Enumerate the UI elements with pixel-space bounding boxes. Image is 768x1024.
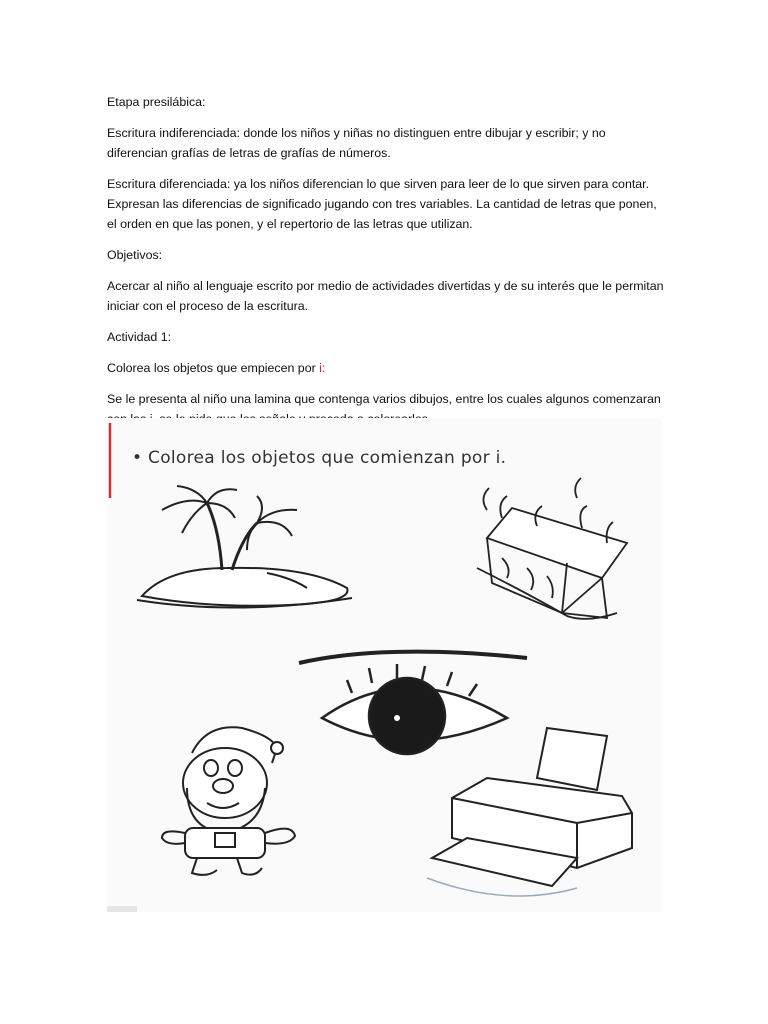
heading-etapa: Etapa presilábica:	[107, 95, 206, 109]
paragraph-indiferenciada: Escritura indiferenciada: donde los niños y niñas no distinguen entre dibujar y escribir; y no diferencian grafías de letras de grafías de números.	[107, 126, 606, 160]
document-text	[107, 92, 667, 440]
burning-house-illustration	[477, 478, 627, 619]
paragraph-objetivos: Acercar al niño al lenguaje escrito por medio de actividades divertidas y de su interés que le permitan iniciar con el proceso de la escritura.	[107, 279, 664, 313]
worksheet-title: • Colorea los objetos que comienzan por i.	[132, 448, 507, 468]
worksheet-image	[107, 418, 662, 912]
scan-edge	[107, 906, 137, 912]
instruction-prefix: Colorea los objetos que empiecen por	[107, 361, 320, 375]
instruction-letter: i:	[319, 361, 326, 375]
printer-illustration	[427, 728, 632, 896]
island-illustration	[137, 486, 352, 608]
gnome-illustration	[162, 727, 295, 875]
worksheet-drawing	[107, 418, 662, 912]
instruction-line	[107, 358, 667, 378]
heading-objetivos: Objetivos:	[107, 248, 163, 262]
paragraph-activity-description: Se le presenta al niño una lamina que contenga varios dibujos, entre los cuales algunos comenzaran	[107, 392, 661, 406]
eye-illustration	[299, 652, 527, 754]
paragraph-diferenciada: Escritura diferenciada: ya los niños diferencian lo que sirven para leer de lo que sirven para contar. Expresan las diferencias de significado jugando con tres variables. La cantidad de letras que ponen, el orden en que las ponen, y el repertorio de las letras que utilizan.	[107, 177, 657, 231]
heading-actividad: Actividad 1:	[107, 330, 172, 344]
